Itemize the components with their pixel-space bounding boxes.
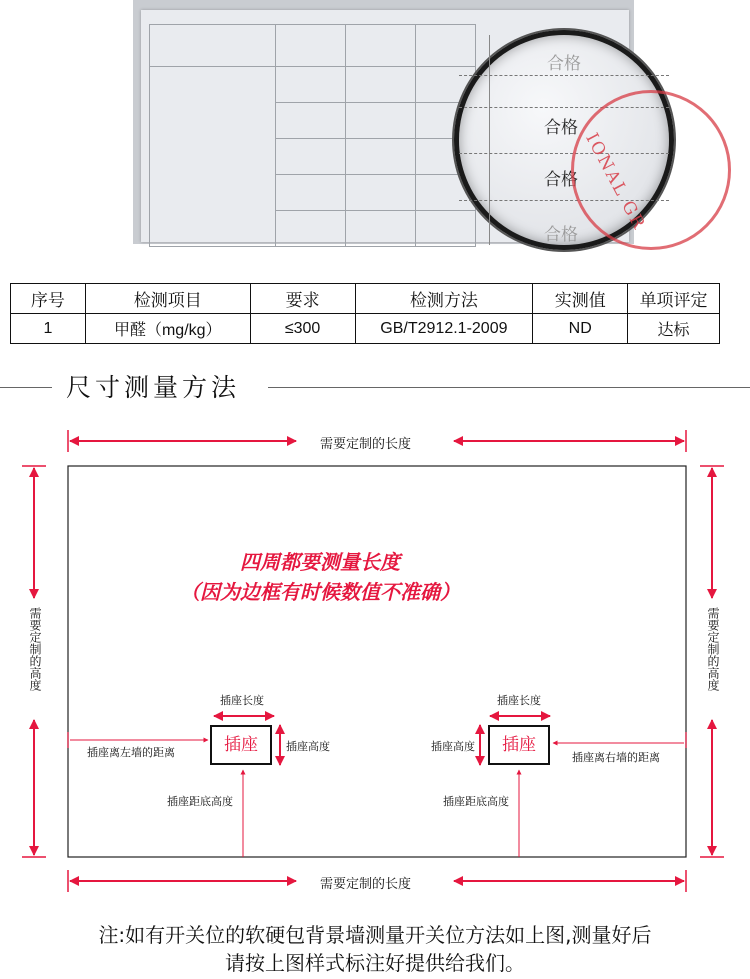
magnifier-value: 合格 [544,170,578,190]
magnifier-value: 合格 [544,118,578,138]
note-line-2: 请按上图样式标注好提供给我们。 [225,951,525,975]
right-socket-floor-distance-label: 插座距底高度 [443,795,509,808]
column-header: 检测项目 [85,284,250,314]
bottom-length-label: 需要定制的长度 [320,877,412,892]
test-result-table [10,283,720,344]
section-title: 尺寸测量方法 [66,373,241,402]
warning-line-1: 四周都要测量长度 [240,550,400,574]
section-divider-right [268,387,750,388]
red-seal-stamp [571,90,731,250]
wall-outline [68,466,686,857]
right-socket-box: 插座 [488,725,550,765]
column-header: 序号 [11,284,86,314]
column-header: 要求 [250,284,355,314]
table-cell: ND [533,314,628,344]
top-length-label: 需要定制的长度 [320,437,412,452]
left-socket-wall-distance-label: 插座离左墙的距离 [87,746,175,759]
column-header: 检测方法 [355,284,533,314]
left-socket-height-label: 插座高度 [286,740,330,753]
magnifier-value: 合格 [547,54,581,74]
table-cell: 甲醛（mg/kg） [85,314,250,344]
left-socket-box: 插座 [210,725,272,765]
warning-line-2: （因为边框有时候数值不准确） [180,580,460,604]
table-cell: 达标 [628,314,720,344]
table-cell: GB/T2912.1-2009 [355,314,533,344]
right-socket-length-label: 插座长度 [497,694,541,707]
right-height-label: 需要定制的高度 [706,607,720,691]
diagram-lines [0,420,750,910]
note-line-1: 注:如有开关位的软硬包背景墙测量开关位方法如上图,测量好后 [98,923,652,947]
left-socket-floor-distance-label: 插座距底高度 [167,795,233,808]
table-cell: 1 [11,314,86,344]
report-photo [133,0,650,245]
right-socket-height-label: 插座高度 [431,740,475,753]
left-socket-length-label: 插座长度 [220,694,264,707]
test-report-sheet [141,10,650,245]
column-header: 实测值 [533,284,628,314]
table-header-row [11,284,720,314]
report-sheet-table [149,24,476,247]
magnifier-value: 合格 [544,225,578,245]
stamp-text: IONAL GR [581,130,650,234]
measurement-diagram [0,420,750,910]
right-socket-wall-distance-label: 插座离右墙的距离 [572,751,660,764]
left-height-label: 需要定制的高度 [28,607,42,691]
table-cell: ≤300 [250,314,355,344]
table-row [11,314,720,344]
section-divider-left [0,387,52,388]
magnifier-lens [454,30,674,250]
column-header: 单项评定 [628,284,720,314]
